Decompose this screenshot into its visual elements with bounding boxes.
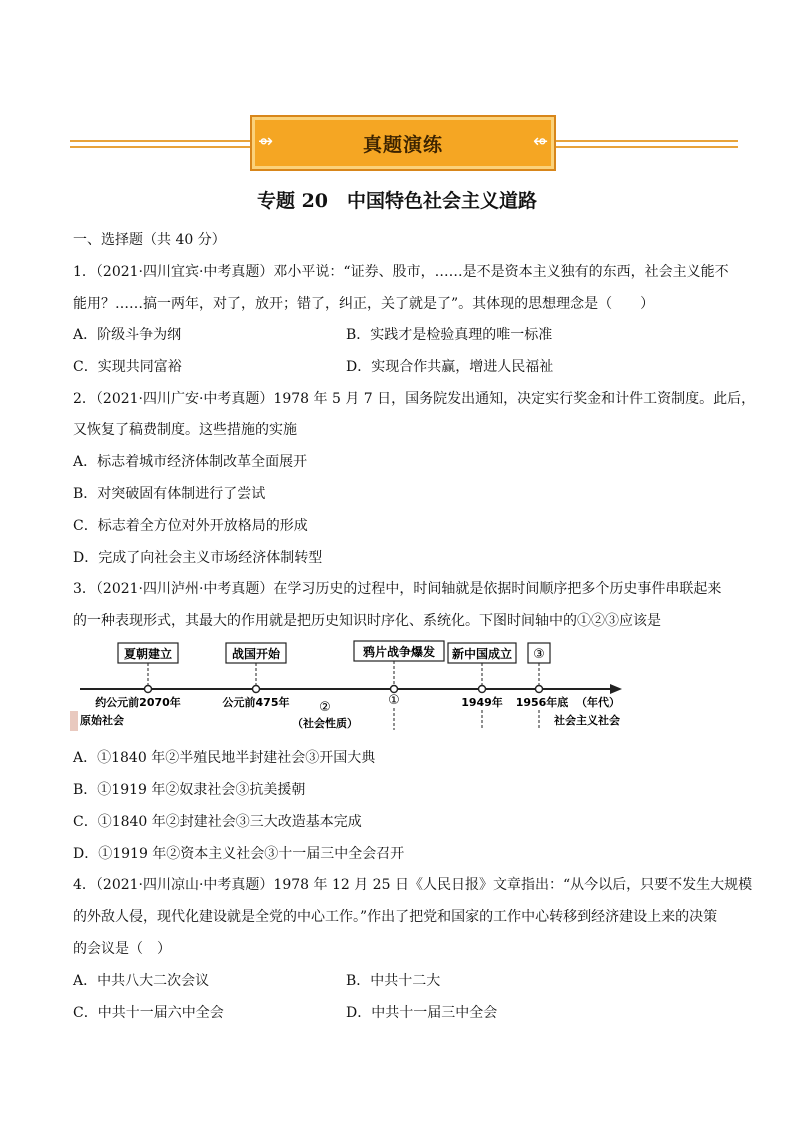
- q1-option-a: A．阶级斗争为纲: [73, 327, 182, 343]
- q1-option-d: D．实现合作共赢，增进人民福祉: [346, 359, 554, 375]
- q2-option-b: B．对突破固有体制进行了尝试: [73, 486, 266, 502]
- event-point-4: [479, 686, 486, 693]
- mid-label: ②: [319, 700, 331, 715]
- axis-unit-label: （年代）: [576, 696, 620, 709]
- event-label-1: 夏朝建立: [123, 647, 173, 661]
- date-label-3: ①: [388, 693, 400, 708]
- event-label-5: ③: [533, 647, 545, 662]
- date-label-2: 公元前475年: [222, 696, 290, 709]
- q2-option-a: A．标志着城市经济体制改革全面展开: [73, 454, 308, 470]
- event-point-5: [536, 686, 543, 693]
- q2-stem-line2: 又恢复了稿费制度。这些措施的实施: [73, 422, 297, 438]
- event-label-2: 战国开始: [231, 647, 281, 661]
- q3-option-d: D．①1919 年②资本主义社会③十一届三中全会召开: [73, 846, 405, 862]
- q1-stem-line2: 能用？……搞一两年，对了，放开；错了，纠正，关了就是了”。其体现的思想理念是（ ）: [73, 296, 655, 312]
- q2-option-d: D．完成了向社会主义市场经济体制转型: [73, 550, 323, 566]
- q4-option-b: B．中共十二大: [346, 973, 441, 989]
- arrow-right-icon: ⇴: [258, 131, 274, 152]
- right-society-label: 社会主义社会: [554, 714, 620, 727]
- event-label-3: 鸦片战争爆发: [362, 645, 436, 659]
- arrow-left-icon: ⇴: [532, 131, 548, 152]
- q4-stem-line3: 的会议是（ ）: [73, 941, 171, 957]
- q3-option-a: A．①1840 年②半殖民地半封建社会③开国大典: [73, 750, 376, 766]
- left-society-label: 原始社会: [80, 714, 124, 727]
- q3-stem-line2: 的一种表现形式，其最大的作用就是把历史知识时序化、系统化。下图时间轴中的①②③应该是: [73, 613, 661, 629]
- event-label-4: 新中国成立: [451, 647, 513, 661]
- date-label-1: 约公元前2070年: [95, 696, 181, 709]
- date-label-4: 1949年: [461, 696, 503, 709]
- q4-option-a: A．中共八大二次会议: [73, 973, 210, 989]
- event-point-2: [253, 686, 260, 693]
- q1-option-c: C．实现共同富裕: [73, 359, 182, 375]
- q4-option-c: C．中共十一届六中全会: [73, 1005, 224, 1021]
- event-point-1: [145, 686, 152, 693]
- q3-stem-line1: 3．（2021·四川泸州·中考真题）在学习历史的过程中，时间轴就是依据时间顺序把多个历史事件串联起来: [73, 581, 722, 597]
- left-edge-mark: [70, 711, 78, 731]
- date-label-5: 1956年底: [515, 696, 569, 709]
- q2-option-c: C．标志着全方位对外开放格局的形成: [73, 518, 308, 534]
- q4-stem-line1: 4．（2021·四川凉山·中考真题）1978 年 12 月 25 日《人民日报》文章指出：“从今以后，只要不发生大规模: [73, 877, 753, 893]
- q2-stem-line1: 2．（2021·四川广安·中考真题）1978 年 5 月 7 日，国务院发出通知，决定实行奖金和计件工资制度。此后，: [73, 391, 756, 407]
- q3-option-c: C．①1840 年②封建社会③三大改造基本完成: [73, 814, 362, 830]
- banner-title: 真题演练: [362, 134, 443, 156]
- q3-option-b: B．①1919 年②奴隶社会③抗美援朝: [73, 782, 306, 798]
- timeline-figure: [70, 636, 630, 736]
- document-title: 专题 20 中国特色社会主义道路: [256, 190, 538, 212]
- q4-option-d: D．中共十一届三中全会: [346, 1005, 498, 1021]
- q1-stem-line1: 1．（2021·四川宜宾·中考真题）邓小平说：“证券、股市，……是不是资本主义独有的东西，社会主义能不: [73, 264, 729, 280]
- timeline-arrowhead: [610, 684, 622, 694]
- mid-sub-label: （社会性质）: [292, 717, 358, 730]
- q4-stem-line2: 的外敌人侵，现代化建设就是全党的中心工作。”作出了把党和国家的工作中心转移到经济建设上来的决策: [73, 909, 718, 925]
- q1-option-b: B．实践才是检验真理的唯一标准: [346, 327, 553, 343]
- section-banner: [250, 115, 556, 171]
- event-point-3: [391, 686, 398, 693]
- section-heading: 一、选择题（共 40 分）: [73, 232, 226, 248]
